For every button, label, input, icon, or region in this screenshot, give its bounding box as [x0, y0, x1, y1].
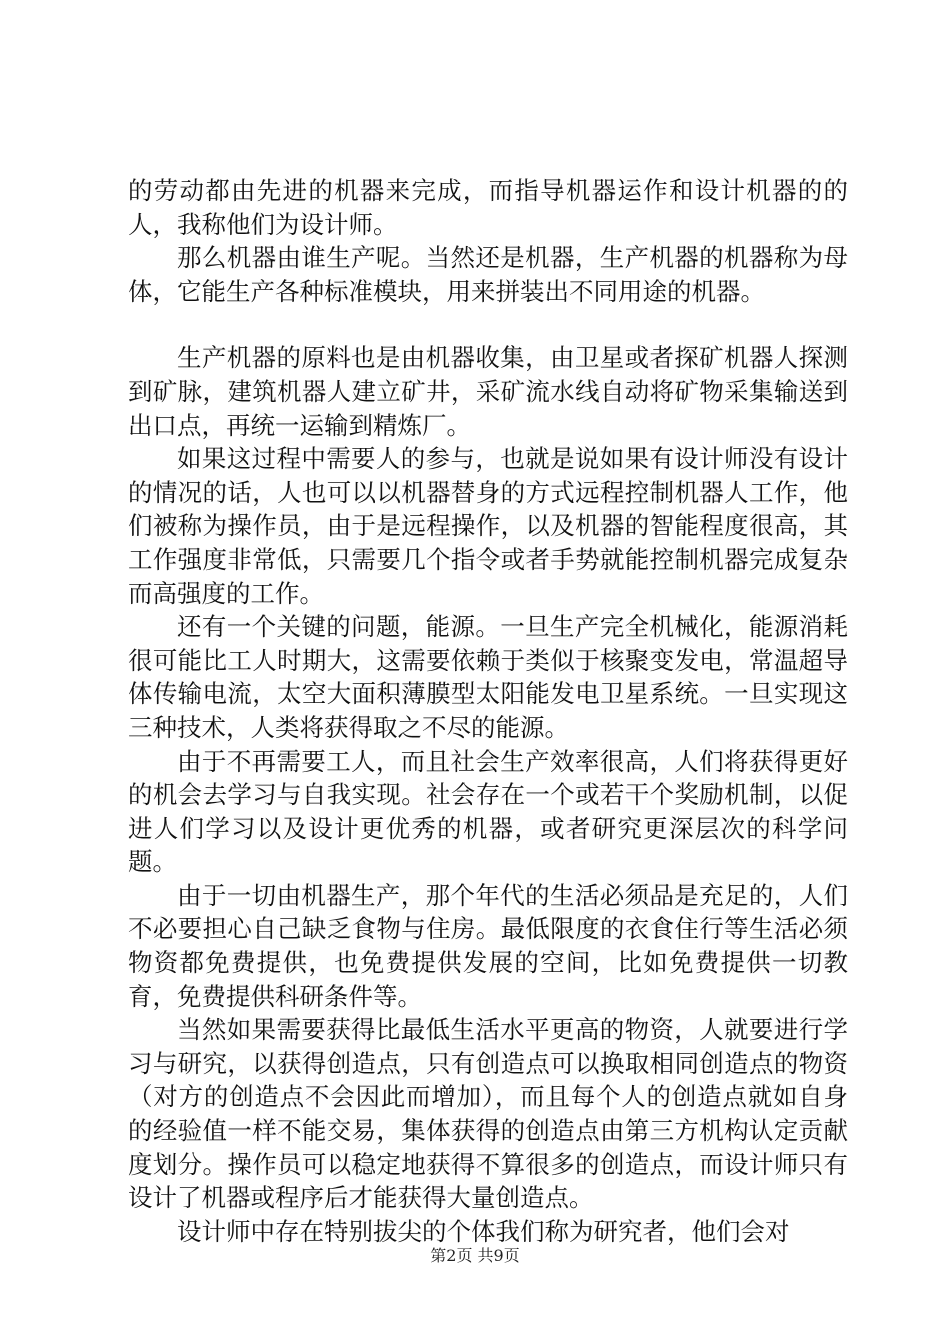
paragraph-7: 由于一切由机器生产，那个年代的生活必须品是充足的，人们不必要担心自己缺乏食物与住房。最低限度的衣食住行等生活必须物资都免费提供，也免费提供发展的空间，比如免费提供一切教育，免费提供科研条件等。 — [128, 880, 848, 1011]
paragraph-5: 还有一个关键的问题，能源。一旦生产完全机械化，能源消耗很可能比工人时期大，这需要依赖于类似于核聚变发电，常温超导体传输电流，太空大面积薄膜型太阳能发电卫星系统。一旦实现这三种技术，人类将获得取之不尽的能源。 — [128, 612, 848, 742]
paragraph-2: 那么机器由谁生产呢。当然还是机器，生产机器的机器称为母体，它能生产各种标准模块，用来拼装出不同用途的机器。 — [128, 243, 848, 306]
paragraph-3: 生产机器的原料也是由机器收集，由卫星或者探矿机器人探测到矿脉，建筑机器人建立矿井，采矿流水线自动将矿物采集输送到出口点，再统一运输到精炼厂。 — [128, 343, 848, 440]
document-body — [128, 174, 848, 1248]
paragraph-9: 设计师中存在特别拔尖的个体我们称为研究者，他们会对 — [177, 1216, 790, 1246]
paragraph-6: 由于不再需要工人，而且社会生产效率很高，人们将获得更好的机会去学习与自我实现。社会存在一个或若干个奖励机制，以促进人们学习以及设计更优秀的机器，或者研究更深层次的科学问题。 — [128, 746, 848, 877]
paragraph-4: 如果这过程中需要人的参与，也就是说如果有设计师没有设计的情况的话，人也可以以机器替身的方式远程控制机器人工作，他们被称为操作员，由于是远程操作，以及机器的智能程度很高，其工作强度非常低，只需要几个指令或者手势就能控制机器完成复杂而高强度的工作。 — [128, 444, 848, 608]
paragraph-8: 当然如果需要获得比最低生活水平更高的物资，人就要进行学习与研究，以获得创造点，只有创造点可以换取相同创造点的物资（对方的创造点不会因此而增加），而且每个人的创造点就如自身的经验值一样不能交易，集体获得的创造点由第三方机构认定贡献度划分。操作员可以稳定地获得不算很多的创造点，而设计师只有设计了机器或程序后才能获得大量创造点。 — [128, 1015, 848, 1213]
page-number-footer: 第2页 共9页 — [430, 1246, 520, 1265]
paragraph-1: 的劳动都由先进的机器来完成，而指导机器运作和设计机器的的人，我称他们为设计师。 — [128, 176, 848, 239]
